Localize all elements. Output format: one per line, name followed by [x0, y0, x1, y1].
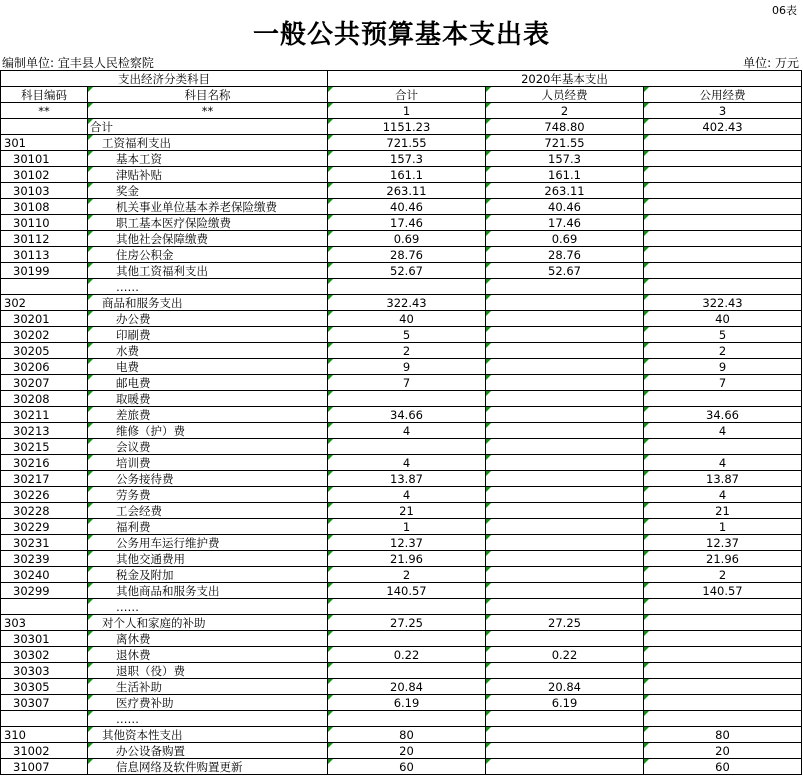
row-public: [644, 631, 802, 647]
table-row: [1, 327, 802, 343]
row-personnel: [486, 407, 644, 423]
row-name: 福利费: [88, 519, 328, 535]
row-name: 税金及附加: [88, 567, 328, 583]
row-total: 140.57: [328, 583, 486, 599]
row-name: 其他商品和服务支出: [88, 583, 328, 599]
row-code: 30101: [1, 151, 88, 167]
row-public: [644, 615, 802, 631]
table-row: [1, 583, 802, 599]
row-total: 157.3: [328, 151, 486, 167]
table-row: [1, 567, 802, 583]
row-name: 办公设备购置: [88, 743, 328, 759]
row-total: 34.66: [328, 407, 486, 423]
row-public: 13.87: [644, 471, 802, 487]
row-name: 商品和服务支出: [88, 295, 328, 311]
row-personnel: 20.84: [486, 679, 644, 695]
row-code: 30211: [1, 407, 88, 423]
table-row: [1, 423, 802, 439]
row-public: [644, 647, 802, 663]
table-row: [1, 471, 802, 487]
row-public: [644, 663, 802, 679]
row-code: 30302: [1, 647, 88, 663]
row-total: 17.46: [328, 215, 486, 231]
total-row: [1, 119, 802, 135]
row-total: 13.87: [328, 471, 486, 487]
table-row: [1, 311, 802, 327]
row-code: 30206: [1, 359, 88, 375]
table-row: [1, 183, 802, 199]
row-personnel: [486, 599, 644, 615]
row-personnel: [486, 567, 644, 583]
row-personnel: [486, 455, 644, 471]
table-row: [1, 151, 802, 167]
row-personnel: 157.3: [486, 151, 644, 167]
total-label: 合计: [88, 119, 328, 135]
row-total: [328, 663, 486, 679]
row-code: 30112: [1, 231, 88, 247]
row-code: 31002: [1, 743, 88, 759]
table-row: [1, 759, 802, 775]
row-code: 30231: [1, 535, 88, 551]
row-total: 60: [328, 759, 486, 775]
row-total: 9: [328, 359, 486, 375]
row-personnel: [486, 503, 644, 519]
row-code: 30205: [1, 343, 88, 359]
row-public: 9: [644, 359, 802, 375]
index-code: **: [1, 103, 88, 119]
total-public: 402.43: [644, 119, 802, 135]
row-total: 40.46: [328, 199, 486, 215]
row-total: [328, 279, 486, 295]
row-public: [644, 247, 802, 263]
row-name: 差旅费: [88, 407, 328, 423]
row-public: 2: [644, 343, 802, 359]
row-name: 机关事业单位基本养老保险缴费: [88, 199, 328, 215]
header-basic-expenditure: 2020年基本支出: [328, 71, 802, 87]
row-code: 30226: [1, 487, 88, 503]
row-total: 28.76: [328, 247, 486, 263]
row-name: 其他社会保障缴费: [88, 231, 328, 247]
row-personnel: [486, 663, 644, 679]
row-code: 30208: [1, 391, 88, 407]
row-public: [644, 263, 802, 279]
row-code: 30201: [1, 311, 88, 327]
page-title: 一般公共预算基本支出表: [252, 20, 550, 50]
row-total: 27.25: [328, 615, 486, 631]
row-public: 2: [644, 567, 802, 583]
header-personnel: 人员经费: [486, 87, 644, 103]
row-code: 30301: [1, 631, 88, 647]
row-personnel: 721.55: [486, 135, 644, 151]
row-public: [644, 135, 802, 151]
index-personnel: 2: [486, 103, 644, 119]
total-amount: 1151.23: [328, 119, 486, 135]
row-code: 310: [1, 727, 88, 743]
sheet-number: 06表: [772, 4, 797, 17]
row-personnel: 17.46: [486, 215, 644, 231]
row-total: 80: [328, 727, 486, 743]
row-code: 30229: [1, 519, 88, 535]
row-code: 30108: [1, 199, 88, 215]
row-name: 邮电费: [88, 375, 328, 391]
index-public: 3: [644, 103, 802, 119]
row-personnel: 6.19: [486, 695, 644, 711]
row-total: [328, 631, 486, 647]
row-code: 31007: [1, 759, 88, 775]
row-code: 30102: [1, 167, 88, 183]
row-public: [644, 167, 802, 183]
table-row: [1, 647, 802, 663]
row-public: 140.57: [644, 583, 802, 599]
row-code: 30299: [1, 583, 88, 599]
row-name: 其他交通费用: [88, 551, 328, 567]
row-name: 退休费: [88, 647, 328, 663]
row-name: 水费: [88, 343, 328, 359]
index-name: **: [88, 103, 328, 119]
table-row: [1, 743, 802, 759]
row-name: 信息网络及软件购置更新: [88, 759, 328, 775]
row-public: 20: [644, 743, 802, 759]
table-row: [1, 711, 802, 727]
row-name: 对个人和家庭的补助: [88, 615, 328, 631]
row-public: 4: [644, 455, 802, 471]
row-code: 30217: [1, 471, 88, 487]
row-personnel: [486, 583, 644, 599]
row-public: 7: [644, 375, 802, 391]
row-total: 1: [328, 519, 486, 535]
row-total: 0.22: [328, 647, 486, 663]
row-total: 263.11: [328, 183, 486, 199]
table-row: [1, 247, 802, 263]
row-total: 4: [328, 455, 486, 471]
row-public: 4: [644, 423, 802, 439]
table-row: [1, 631, 802, 647]
row-public: [644, 695, 802, 711]
row-public: 21.96: [644, 551, 802, 567]
row-code: 301: [1, 135, 88, 151]
row-total: 4: [328, 423, 486, 439]
row-name: 劳务费: [88, 487, 328, 503]
row-total: 5: [328, 327, 486, 343]
index-total: 1: [328, 103, 486, 119]
row-public: [644, 279, 802, 295]
row-personnel: [486, 311, 644, 327]
row-public: [644, 679, 802, 695]
row-name: ……: [88, 711, 328, 727]
row-public: [644, 151, 802, 167]
row-code: 30199: [1, 263, 88, 279]
table-row: [1, 455, 802, 471]
row-code: 30307: [1, 695, 88, 711]
row-code: 30239: [1, 551, 88, 567]
table-row: [1, 199, 802, 215]
header-name: 科目名称: [88, 87, 328, 103]
row-code: 303: [1, 615, 88, 631]
row-name: 维修（护）费: [88, 423, 328, 439]
header-public: 公用经费: [644, 87, 802, 103]
table-row: [1, 599, 802, 615]
row-name: 津贴补贴: [88, 167, 328, 183]
row-personnel: [486, 487, 644, 503]
row-code: 30215: [1, 439, 88, 455]
table-row: [1, 375, 802, 391]
row-code: 302: [1, 295, 88, 311]
row-public: [644, 391, 802, 407]
row-name: 办公费: [88, 311, 328, 327]
row-personnel: 40.46: [486, 199, 644, 215]
table-row: [1, 551, 802, 567]
table-row: [1, 231, 802, 247]
row-total: [328, 391, 486, 407]
row-total: 6.19: [328, 695, 486, 711]
row-total: [328, 599, 486, 615]
row-public: [644, 231, 802, 247]
row-name: 培训费: [88, 455, 328, 471]
row-total: 2: [328, 567, 486, 583]
row-personnel: 263.11: [486, 183, 644, 199]
header-total: 合计: [328, 87, 486, 103]
row-total: [328, 711, 486, 727]
table-row: [1, 519, 802, 535]
table-row: [1, 535, 802, 551]
row-personnel: [486, 375, 644, 391]
row-name: 医疗费补助: [88, 695, 328, 711]
expenditure-table: [0, 70, 802, 775]
table-row: [1, 167, 802, 183]
row-personnel: 28.76: [486, 247, 644, 263]
row-public: [644, 439, 802, 455]
row-name: 离休费: [88, 631, 328, 647]
row-personnel: [486, 279, 644, 295]
row-public: 322.43: [644, 295, 802, 311]
row-name: ……: [88, 599, 328, 615]
row-total: 20.84: [328, 679, 486, 695]
header-code: 科目编码: [1, 87, 88, 103]
row-total: 7: [328, 375, 486, 391]
table-row: [1, 295, 802, 311]
row-code: 30213: [1, 423, 88, 439]
row-name: 印刷费: [88, 327, 328, 343]
row-total: 20: [328, 743, 486, 759]
row-personnel: [486, 343, 644, 359]
table-row: [1, 135, 802, 151]
row-total: 52.67: [328, 263, 486, 279]
row-public: 80: [644, 727, 802, 743]
row-name: 生活补助: [88, 679, 328, 695]
row-public: 5: [644, 327, 802, 343]
row-public: 40: [644, 311, 802, 327]
row-name: 电费: [88, 359, 328, 375]
row-name: 取暖费: [88, 391, 328, 407]
row-code: 30110: [1, 215, 88, 231]
table-row: [1, 615, 802, 631]
row-personnel: 0.22: [486, 647, 644, 663]
row-personnel: 161.1: [486, 167, 644, 183]
row-name: 其他工资福利支出: [88, 263, 328, 279]
table-row: [1, 279, 802, 295]
row-personnel: [486, 423, 644, 439]
row-code: 30228: [1, 503, 88, 519]
row-personnel: [486, 551, 644, 567]
row-personnel: [486, 711, 644, 727]
row-total: 21: [328, 503, 486, 519]
row-total: 2: [328, 343, 486, 359]
row-name: 基本工资: [88, 151, 328, 167]
table-row: [1, 439, 802, 455]
row-code: 30207: [1, 375, 88, 391]
header-classification: 支出经济分类科目: [1, 71, 328, 87]
row-public: [644, 215, 802, 231]
row-public: [644, 599, 802, 615]
row-personnel: [486, 327, 644, 343]
row-name: 住房公积金: [88, 247, 328, 263]
row-total: 21.96: [328, 551, 486, 567]
row-code: 30303: [1, 663, 88, 679]
row-personnel: [486, 631, 644, 647]
row-public: [644, 199, 802, 215]
header-column-row: [1, 87, 802, 103]
row-total: [328, 439, 486, 455]
row-personnel: [486, 743, 644, 759]
row-personnel: 27.25: [486, 615, 644, 631]
total-code-cell: [1, 119, 88, 135]
row-name: 奖金: [88, 183, 328, 199]
row-total: 161.1: [328, 167, 486, 183]
table-row: [1, 359, 802, 375]
currency-unit: 单位: 万元: [743, 56, 799, 70]
row-code: 30216: [1, 455, 88, 471]
row-public: 1: [644, 519, 802, 535]
reporting-unit: 编制单位: 宜丰县人民检察院: [2, 56, 154, 70]
row-name: 职工基本医疗保险缴费: [88, 215, 328, 231]
row-code: 30113: [1, 247, 88, 263]
row-code: 30202: [1, 327, 88, 343]
row-personnel: [486, 759, 644, 775]
row-name: 会议费: [88, 439, 328, 455]
row-total: 721.55: [328, 135, 486, 151]
row-name: 其他资本性支出: [88, 727, 328, 743]
row-public: 21: [644, 503, 802, 519]
table-row: [1, 695, 802, 711]
header-index-row: [1, 103, 802, 119]
table-row: [1, 263, 802, 279]
row-code: [1, 599, 88, 615]
row-personnel: 52.67: [486, 263, 644, 279]
row-public: 4: [644, 487, 802, 503]
header-group-row: [1, 71, 802, 87]
table-row: [1, 407, 802, 423]
row-public: 34.66: [644, 407, 802, 423]
row-name: 工资福利支出: [88, 135, 328, 151]
row-name: 工会经费: [88, 503, 328, 519]
row-total: 12.37: [328, 535, 486, 551]
row-personnel: [486, 471, 644, 487]
row-code: 30240: [1, 567, 88, 583]
table-row: [1, 679, 802, 695]
row-total: 4: [328, 487, 486, 503]
total-personnel: 748.80: [486, 119, 644, 135]
row-name: 公务用车运行维护费: [88, 535, 328, 551]
row-personnel: [486, 535, 644, 551]
table-row: [1, 343, 802, 359]
row-personnel: [486, 391, 644, 407]
row-personnel: 0.69: [486, 231, 644, 247]
row-total: 40: [328, 311, 486, 327]
row-name: 退职（役）费: [88, 663, 328, 679]
table-row: [1, 391, 802, 407]
row-personnel: [486, 727, 644, 743]
table-row: [1, 663, 802, 679]
row-code: [1, 279, 88, 295]
row-public: 12.37: [644, 535, 802, 551]
row-public: [644, 183, 802, 199]
row-name: 公务接待费: [88, 471, 328, 487]
table-row: [1, 727, 802, 743]
row-total: 0.69: [328, 231, 486, 247]
row-personnel: [486, 439, 644, 455]
row-total: 322.43: [328, 295, 486, 311]
row-code: 30305: [1, 679, 88, 695]
row-personnel: [486, 359, 644, 375]
table-row: [1, 215, 802, 231]
row-code: [1, 711, 88, 727]
row-name: ……: [88, 279, 328, 295]
row-personnel: [486, 295, 644, 311]
row-public: 60: [644, 759, 802, 775]
row-code: 30103: [1, 183, 88, 199]
row-personnel: [486, 519, 644, 535]
table-row: [1, 487, 802, 503]
table-row: [1, 503, 802, 519]
row-public: [644, 711, 802, 727]
